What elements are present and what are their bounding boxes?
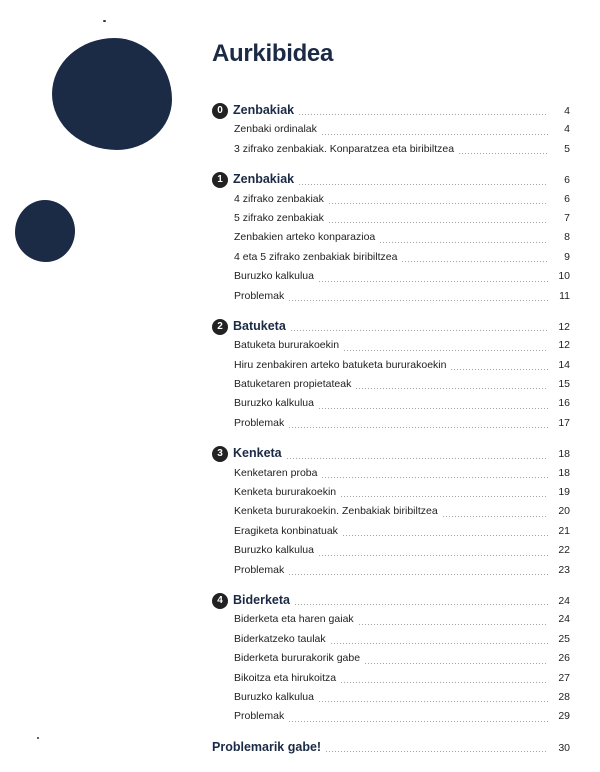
- page-number: 24: [558, 613, 570, 626]
- dot-leader: [358, 624, 548, 625]
- dot-leader: [318, 408, 548, 409]
- section-number-badge: 4: [212, 593, 228, 609]
- toc-entry[interactable]: [212, 502, 570, 521]
- section-title: Zenbakiak: [233, 172, 295, 187]
- entry-label: Batuketa bururakoekin: [234, 339, 340, 352]
- entry-label: 3 zifrako zenbakiak. Konparatzea eta biribiltzea: [234, 142, 455, 155]
- toc-section-heading[interactable]: [212, 317, 570, 336]
- entry-label: Bikoitza eta hirukoitza: [234, 671, 337, 684]
- dot-leader: [294, 604, 548, 605]
- page-number: 8: [564, 231, 570, 244]
- toc-entry[interactable]: [212, 669, 570, 688]
- dot-leader: [288, 721, 548, 722]
- dot-leader: [288, 300, 548, 301]
- page-number: 24: [558, 594, 570, 607]
- dot-leader: [379, 242, 548, 243]
- page-number: 15: [558, 378, 570, 391]
- toc-section-heading[interactable]: [212, 591, 570, 610]
- dot-leader: [328, 203, 548, 204]
- toc-entry[interactable]: [212, 541, 570, 560]
- dot-leader: [450, 369, 548, 370]
- section-gap: [212, 727, 570, 738]
- dot-leader: [290, 330, 548, 331]
- page-title: Aurkibidea: [212, 40, 334, 67]
- entry-label: Batuketaren propietateak: [234, 378, 352, 391]
- dot-leader: [288, 574, 548, 575]
- toc-entry[interactable]: [212, 209, 570, 228]
- toc-entry[interactable]: [212, 522, 570, 541]
- entry-label: Buruzko kalkulua: [234, 397, 314, 410]
- entry-label: Buruzko kalkulua: [234, 690, 314, 703]
- section-number-badge: 1: [212, 172, 228, 188]
- page-number: 16: [558, 397, 570, 410]
- toc-entry[interactable]: [212, 140, 570, 159]
- page-number: 18: [558, 448, 570, 461]
- dot-leader: [318, 281, 548, 282]
- page-number: 21: [558, 524, 570, 537]
- section-gap: [212, 580, 570, 591]
- toc-entry[interactable]: [212, 120, 570, 139]
- entry-label: Kenketa bururakoekin: [234, 486, 337, 499]
- dot-leader: [298, 184, 548, 185]
- entry-label: Eragiketa konbinatuak: [234, 524, 338, 537]
- toc-entry[interactable]: [212, 267, 570, 286]
- section-gap: [212, 306, 570, 317]
- toc-entry[interactable]: [212, 630, 570, 649]
- section-gap: [212, 159, 570, 170]
- entry-label: Buruzko kalkulua: [234, 270, 314, 283]
- toc-entry[interactable]: [212, 610, 570, 629]
- dot-leader: [401, 261, 548, 262]
- toc-entry[interactable]: [212, 394, 570, 413]
- decorative-ink-blot-large: [52, 38, 172, 150]
- page-number: 28: [558, 690, 570, 703]
- entry-label: Biderketa bururakorik gabe: [234, 652, 361, 665]
- toc-section-heading[interactable]: [212, 101, 570, 120]
- toc-entry[interactable]: [212, 190, 570, 209]
- page-number: 4: [564, 105, 570, 117]
- page-number: 7: [564, 211, 570, 224]
- toc-entry[interactable]: [212, 707, 570, 726]
- dot-leader: [458, 153, 548, 154]
- dot-leader: [318, 555, 548, 556]
- dot-leader: [340, 496, 548, 497]
- dot-leader: [288, 427, 548, 428]
- dot-leader: [330, 643, 548, 644]
- toc-entry[interactable]: [212, 414, 570, 433]
- dot-leader: [321, 477, 548, 478]
- toc-entry[interactable]: [212, 356, 570, 375]
- entry-label: Zenbaki ordinalak: [234, 123, 317, 136]
- page-number: 9: [564, 250, 570, 263]
- entry-label: Biderketa eta haren gaiak: [234, 613, 354, 626]
- entry-label: Kenketa bururakoekin. Zenbakiak biribiltzea: [234, 505, 438, 518]
- page-number: 23: [558, 563, 570, 576]
- dot-leader: [321, 134, 548, 135]
- page-number: 10: [558, 270, 570, 283]
- section-number-badge: 2: [212, 319, 228, 335]
- dot-leader: [318, 701, 548, 702]
- dot-leader: [364, 663, 548, 664]
- page-number: 29: [558, 710, 570, 723]
- dot-leader: [340, 682, 548, 683]
- entry-label: Kenketaren proba: [234, 466, 318, 479]
- section-number-badge: 0: [212, 103, 228, 119]
- toc-entry[interactable]: [212, 248, 570, 267]
- page-number: 5: [564, 142, 570, 155]
- page-number: 11: [559, 289, 570, 302]
- speck: [103, 20, 106, 22]
- page-number: 22: [558, 544, 570, 557]
- toc-entry[interactable]: [212, 287, 570, 306]
- toc-entry[interactable]: [212, 483, 570, 502]
- entry-label: 4 zifrako zenbakiak: [234, 192, 324, 205]
- page-number: 17: [558, 416, 570, 429]
- entry-label: 4 eta 5 zifrako zenbakiak biribiltzea: [234, 250, 398, 263]
- section-title: Zenbakiak: [233, 103, 295, 117]
- dot-leader: [442, 516, 548, 517]
- page-number: 25: [558, 632, 570, 645]
- toc-entry[interactable]: [212, 464, 570, 483]
- toc-entry[interactable]: [212, 561, 570, 580]
- entry-label: Problemak: [234, 710, 285, 723]
- toc-entry[interactable]: [212, 649, 570, 668]
- entry-label: Problemak: [234, 563, 285, 576]
- toc-entry[interactable]: [212, 375, 570, 394]
- section-title: Biderketa: [233, 592, 290, 607]
- toc-final-entry[interactable]: [212, 738, 570, 757]
- dot-leader: [325, 751, 548, 752]
- toc-entry[interactable]: [212, 336, 570, 355]
- dot-leader: [298, 114, 548, 115]
- page-number: 30: [558, 741, 570, 754]
- page-number: 27: [558, 671, 570, 684]
- final-entry-label: Problemarik gabe!: [212, 739, 322, 754]
- toc-section-heading[interactable]: [212, 444, 570, 463]
- dot-leader: [342, 535, 548, 536]
- dot-leader: [286, 458, 548, 459]
- toc-entry[interactable]: [212, 688, 570, 707]
- page-number: 6: [564, 174, 570, 187]
- section-title: Kenketa: [233, 446, 282, 461]
- dot-leader: [343, 350, 548, 351]
- dot-leader: [328, 222, 548, 223]
- page-number: 12: [558, 339, 570, 352]
- decorative-ink-blot-small: [15, 200, 75, 262]
- page-number: 20: [558, 505, 570, 518]
- section-number-badge: 3: [212, 446, 228, 462]
- page-number: 6: [564, 192, 570, 205]
- section-gap: [212, 433, 570, 444]
- entry-label: Problemak: [234, 416, 285, 429]
- speck: [37, 737, 39, 739]
- page-number: 18: [558, 466, 570, 479]
- page-number: 14: [558, 358, 570, 371]
- page-number: 12: [558, 320, 570, 333]
- toc-section-heading[interactable]: [212, 170, 570, 189]
- table-of-contents: [212, 101, 570, 757]
- entry-label: Buruzko kalkulua: [234, 544, 314, 557]
- entry-label: Zenbakien arteko konparazioa: [234, 231, 376, 244]
- entry-label: Problemak: [234, 289, 285, 302]
- entry-label: Hiru zenbakiren arteko batuketa bururakoekin: [234, 358, 447, 371]
- dot-leader: [355, 388, 548, 389]
- page-number: 26: [558, 652, 570, 665]
- entry-label: Biderkatzeko taulak: [234, 632, 326, 645]
- section-title: Batuketa: [233, 318, 286, 333]
- page-number: 4: [564, 123, 570, 136]
- page-number: 19: [558, 486, 570, 499]
- entry-label: 5 zifrako zenbakiak: [234, 211, 324, 224]
- toc-entry[interactable]: [212, 228, 570, 247]
